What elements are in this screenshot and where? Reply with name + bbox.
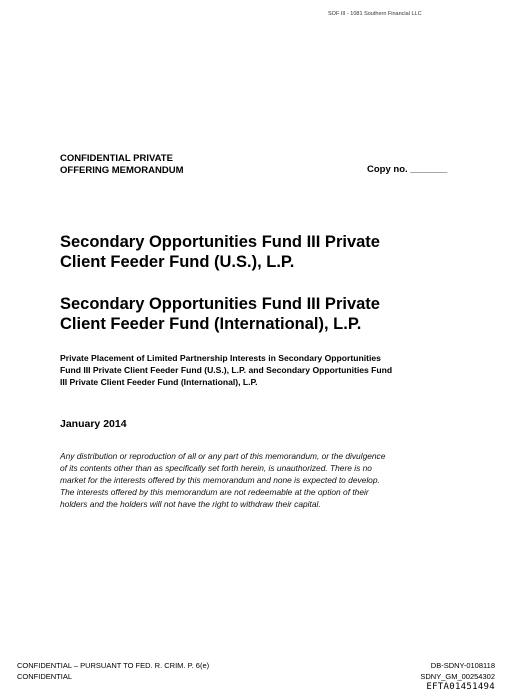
footer-left-line-1: CONFIDENTIAL – PURSUANT TO FED. R. CRIM. P. 6(e): [17, 661, 210, 670]
fund-title-intl-line-1: Secondary Opportunities Fund III Private: [60, 295, 380, 313]
disclaimer-line-2: of its contents other than as specifically set forth herein, is unauthorized. There is no: [60, 463, 372, 473]
confidential-label: [60, 153, 184, 176]
header-reference: SOF III - 1081 Southern Financial LLC: [328, 11, 422, 17]
placement-line-3: III Private Client Feeder Fund (International), L.P.: [60, 377, 258, 387]
copy-number: Copy no. _______: [367, 164, 448, 175]
placement-line-1: Private Placement of Limited Partnership Interests in Secondary Opportunities: [60, 353, 381, 363]
fund-title-us: [60, 232, 480, 272]
footer-bates-numbers: [420, 660, 495, 693]
fund-title-us-line-2: Client Feeder Fund (U.S.), L.P.: [60, 253, 295, 271]
footer-confidentiality: [17, 660, 209, 682]
fund-title-international: [60, 294, 480, 334]
footer-left-line-2: CONFIDENTIAL: [17, 672, 73, 681]
placement-description: [60, 352, 455, 388]
document-date: January 2014: [60, 418, 127, 430]
disclaimer-line-4: The interests offered by this memorandum are not redeemable at the option of their: [60, 487, 369, 497]
bates-sdny-gm: SDNY_GM_00254302: [420, 672, 495, 681]
disclaimer-line-1: Any distribution or reproduction of all or any part of this memorandum, or the divulgence: [60, 451, 386, 461]
bates-db-sdny: DB-SDNY-0108118: [430, 661, 495, 670]
fund-title-us-line-1: Secondary Opportunities Fund III Private: [60, 233, 380, 251]
bates-efta: EFTA01451494: [426, 682, 495, 692]
placement-line-2: Fund III Private Client Feeder Fund (U.S.), L.P. and Secondary Opportunities Fund: [60, 365, 393, 375]
fund-title-intl-line-2: Client Feeder Fund (International), L.P.: [60, 315, 362, 333]
disclaimer-line-5: holders and the holders will not have the right to withdraw their capital.: [60, 499, 321, 509]
confidential-line-1: CONFIDENTIAL PRIVATE: [60, 153, 173, 164]
distribution-disclaimer: [60, 450, 456, 510]
disclaimer-line-3: market for the interests offered by this memorandum and none is expected to develop.: [60, 475, 380, 485]
confidential-line-2: OFFERING MEMORANDUM: [60, 164, 184, 176]
